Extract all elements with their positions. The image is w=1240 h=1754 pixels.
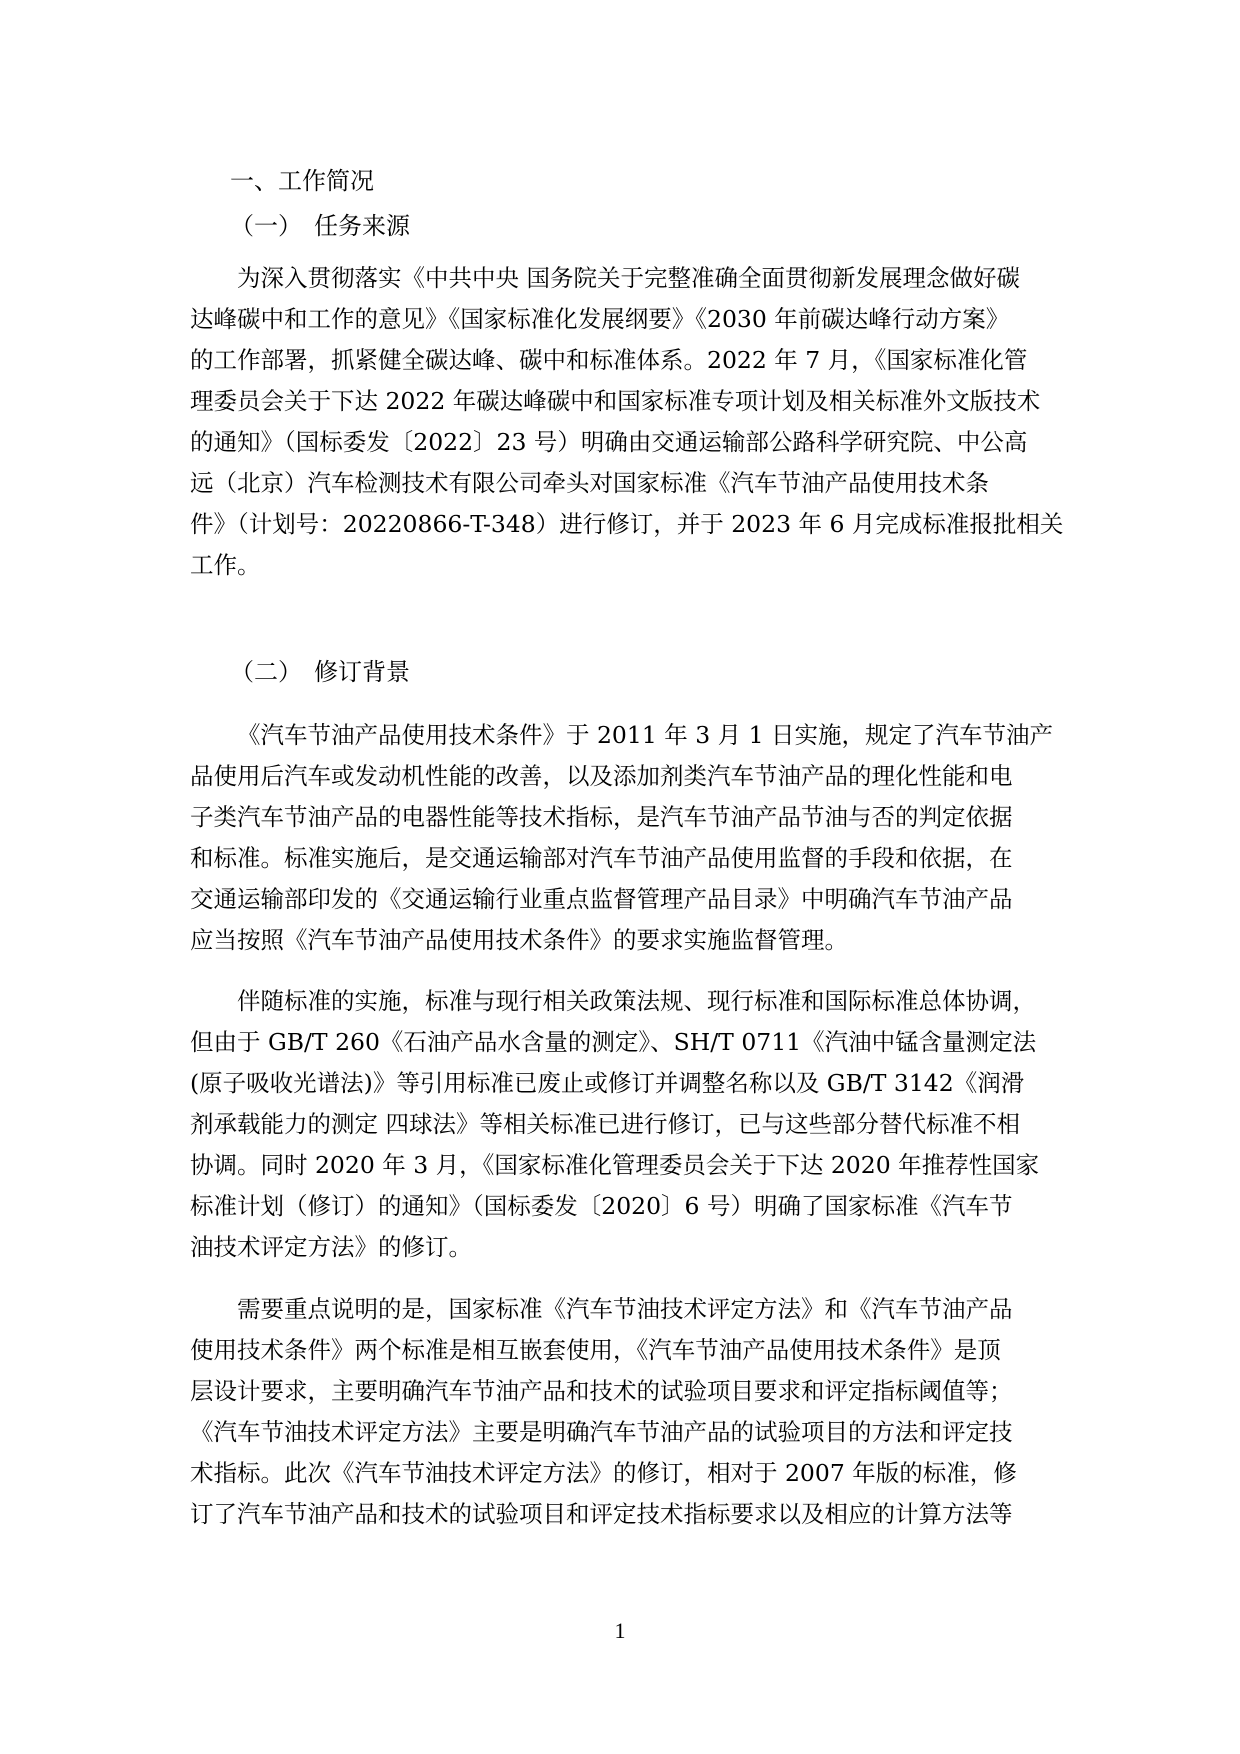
paragraph-line: 但由于 GB/T 260《石油产品水含量的测定》、SH/T 0711《汽油中锰含量测定法 (190, 1028, 1037, 1056)
paragraph-line: 理委员会关于下达 2022 年碳达峰碳中和国家标准专项计划及相关标准外文版技术 (190, 387, 1041, 415)
paragraph-line: 使用技术条件》两个标准是相互嵌套使用，《汽车节油产品使用技术条件》是顶 (190, 1336, 1001, 1364)
paragraph-line: 件》（计划号：20220866-T-348）进行修订，并于 2023 年 6 月完成标准报批相关 (190, 510, 1064, 538)
paragraph-line: 的通知》（国标委发〔2022〕23 号）明确由交通运输部公路科学研究院、中公高 (190, 428, 1028, 456)
paragraph-line: 协调。同时 2020 年 3 月，《国家标准化管理委员会关于下达 2020 年推荐性国家 (190, 1151, 1040, 1179)
paragraph-line: 订了汽车节油产品和技术的试验项目和评定技术指标要求以及相应的计算方法等 (190, 1500, 1013, 1528)
paragraph-line: 术指标。此次《汽车节油技术评定方法》的修订，相对于 2007 年版的标准，修 (190, 1459, 1017, 1487)
paragraph-line: 为深入贯彻落实《中共中央 国务院关于完整准确全面贯彻新发展理念做好碳 (237, 264, 1020, 292)
subsection-heading-revision-background: （二） 修订背景 (230, 658, 410, 686)
section-heading-work-overview: 一、工作简况 (230, 167, 374, 195)
paragraph-revision-background (190, 715, 1060, 961)
subsection-heading-task-source: （一） 任务来源 (230, 212, 410, 240)
paragraph-line: 子类汽车节油产品的电器性能等技术指标，是汽车节油产品节油与否的判定依据 (190, 803, 1013, 831)
paragraph-line: 交通运输部印发的《交通运输行业重点监督管理产品目录》中明确汽车节油产品 (190, 885, 1013, 913)
paragraph-line: 品使用后汽车或发动机性能的改善，以及添加剂类汽车节油产品的理化性能和电 (190, 762, 1013, 790)
paragraph-line: 工作。 (190, 551, 261, 579)
paragraph-line: 达峰碳中和工作的意见》《国家标准化发展纲要》《2030 年前碳达峰行动方案》 (190, 305, 1010, 333)
paragraph-key-explanation (190, 1289, 1060, 1535)
paragraph-line: 《汽车节油产品使用技术条件》于 2011 年 3 月 1 日实施，规定了汽车节油产 (237, 721, 1054, 749)
paragraph-line: 层设计要求，主要明确汽车节油产品和技术的试验项目要求和评定指标阈值等； (190, 1377, 1013, 1405)
paragraph-line: (原子吸收光谱法)》等引用标准已废止或修订并调整名称以及 GB/T 3142《润滑 (190, 1069, 1025, 1097)
paragraph-line: 需要重点说明的是，国家标准《汽车节油技术评定方法》和《汽车节油产品 (237, 1295, 1013, 1323)
page-number: 1 (614, 1618, 626, 1643)
paragraph-task-source (190, 258, 1064, 586)
paragraph-line: 应当按照《汽车节油产品使用技术条件》的要求实施监督管理。 (190, 926, 848, 954)
paragraph-line: 标准计划（修订）的通知》（国标委发〔2020〕6 号）明确了国家标准《汽车节 (190, 1192, 1013, 1220)
paragraph-line: 的工作部署，抓紧健全碳达峰、碳中和标准体系。2022 年 7 月，《国家标准化管 (190, 346, 1028, 374)
paragraph-line: 剂承载能力的测定 四球法》等相关标准已进行修订，已与这些部分替代标准不相 (190, 1110, 1020, 1138)
paragraph-line: 伴随标准的实施，标准与现行相关政策法规、现行标准和国际标准总体协调， (237, 987, 1036, 1015)
paragraph-line: 《汽车节油技术评定方法》主要是明确汽车节油产品的试验项目的方法和评定技 (190, 1418, 1013, 1446)
paragraph-line: 远（北京）汽车检测技术有限公司牵头对国家标准《汽车节油产品使用技术条 (190, 469, 989, 497)
paragraph-line: 和标准。标准实施后，是交通运输部对汽车节油产品使用监督的手段和依据，在 (190, 844, 1013, 872)
paragraph-line: 油技术评定方法》的修订。 (190, 1233, 472, 1261)
paragraph-standard-coordination (190, 981, 1060, 1268)
